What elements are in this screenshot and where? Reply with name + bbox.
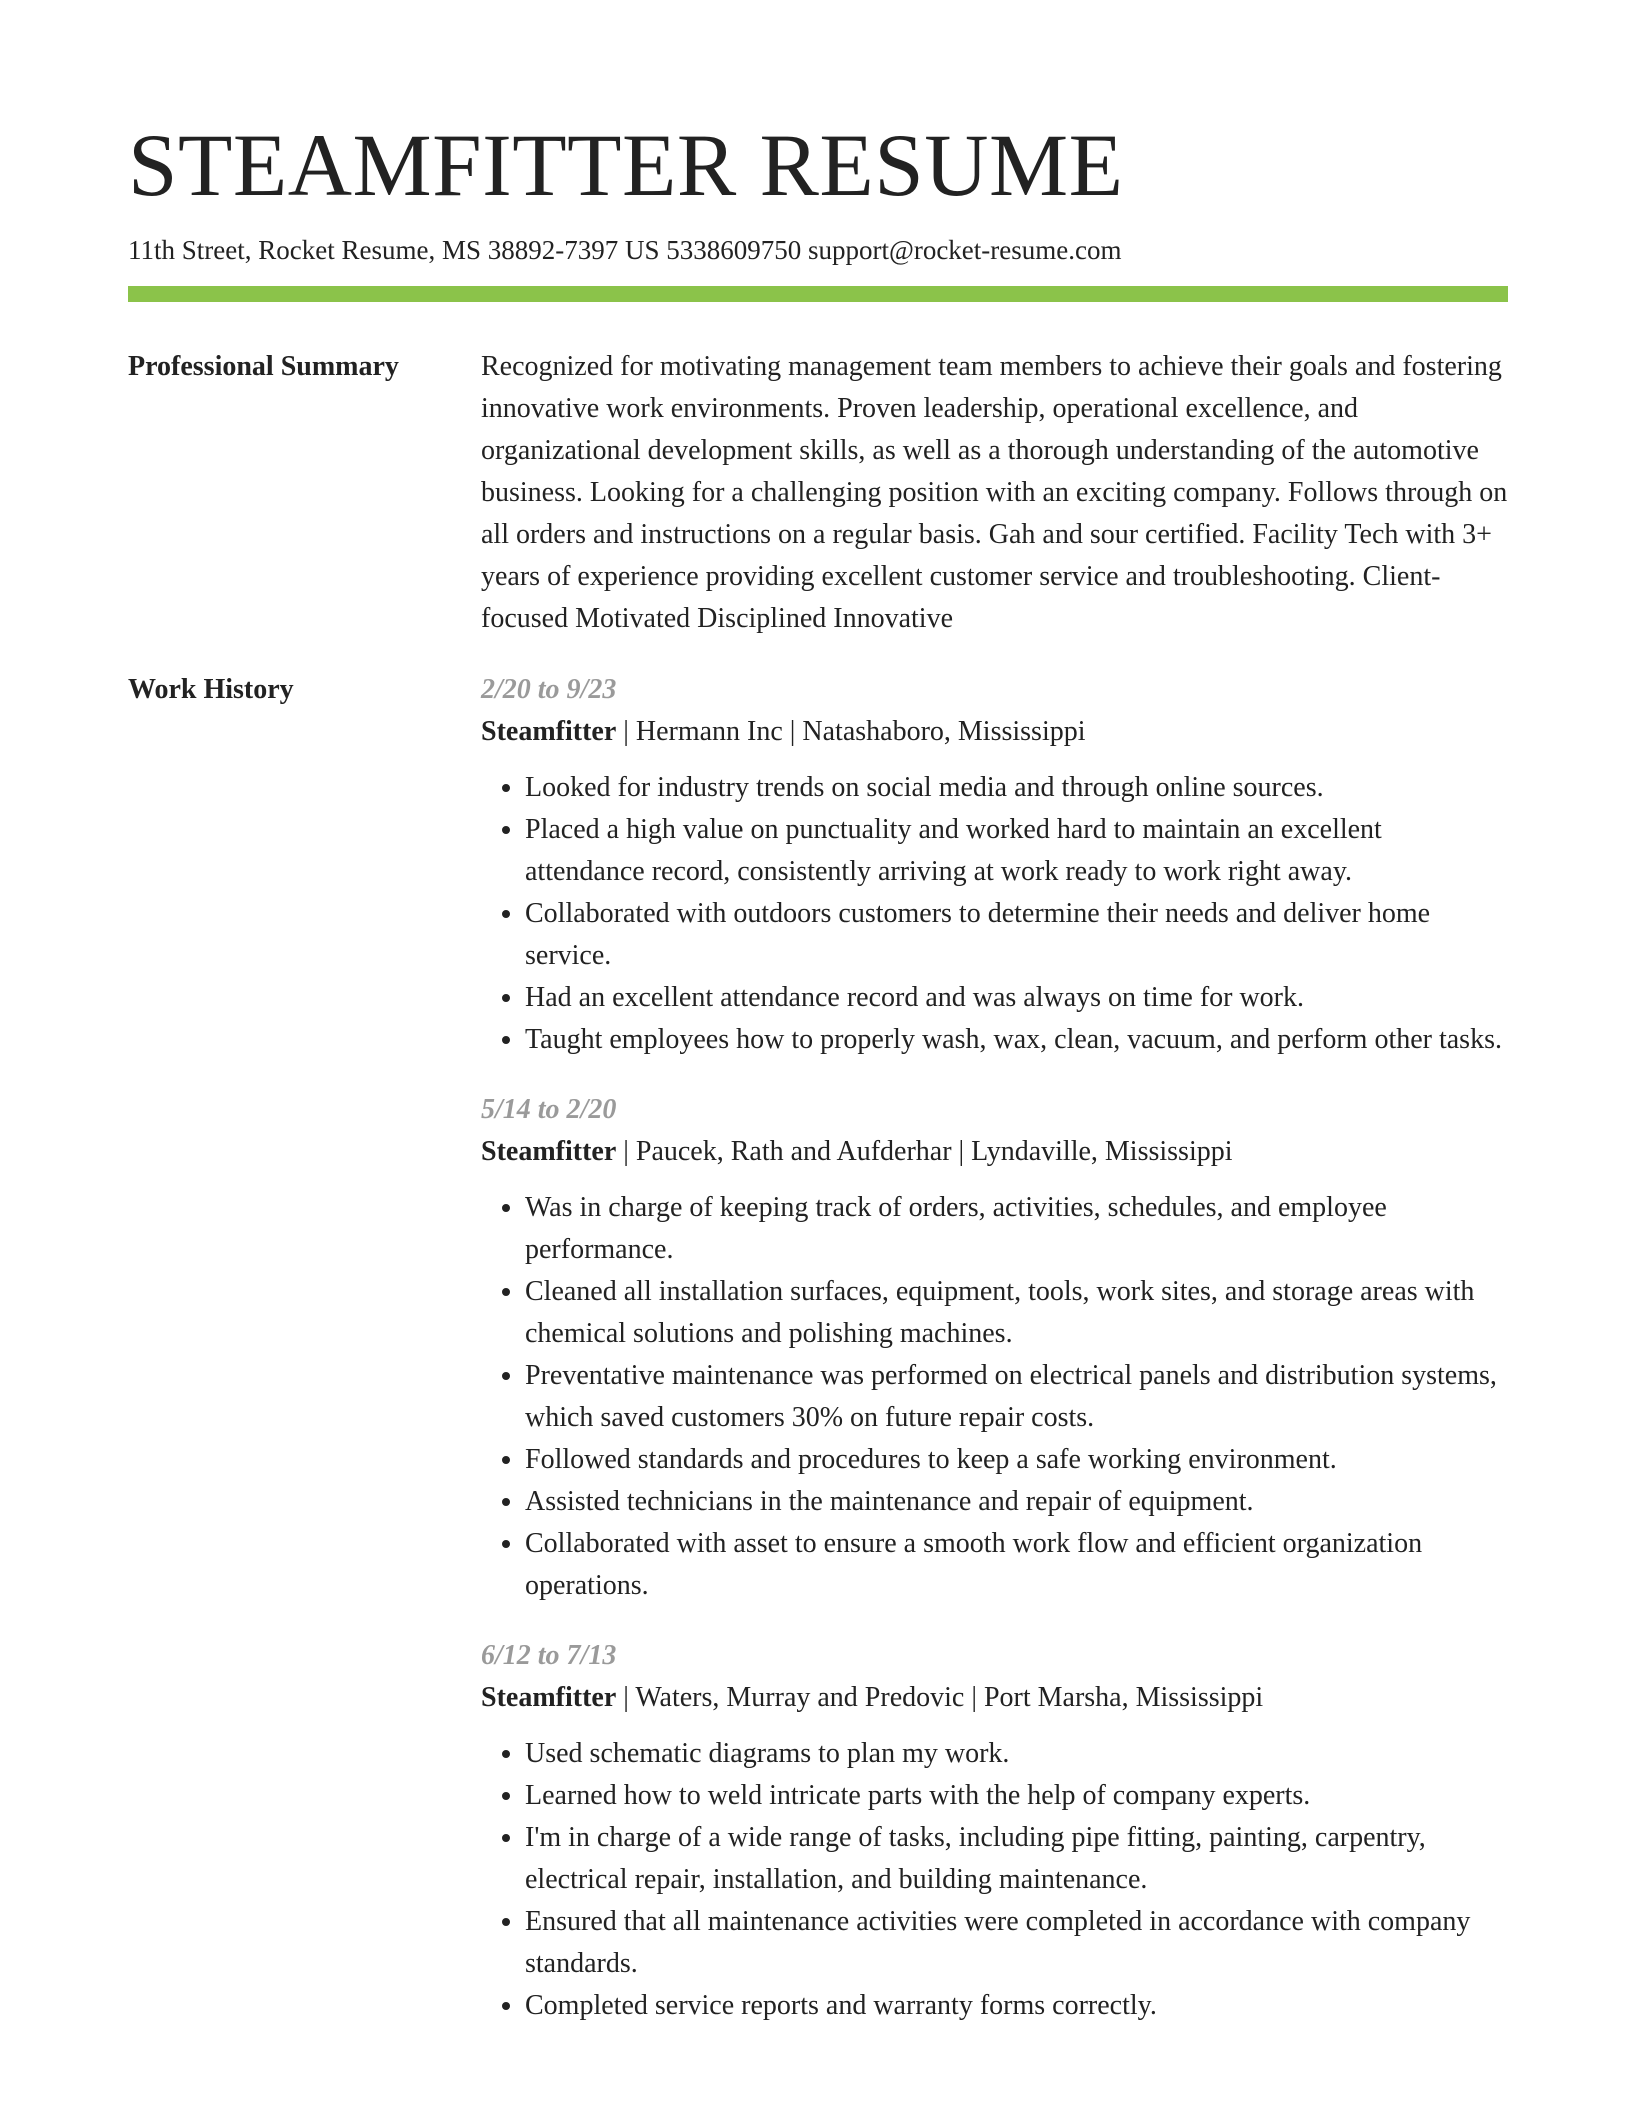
summary-heading: Professional Summary xyxy=(128,351,399,382)
duty-item: • Taught employees how to properly wash, wax, clean, vacuum, and perform other tasks. xyxy=(525,1019,1508,1061)
job-heading xyxy=(481,1131,1508,1173)
job-details: | Hermann Inc | Natashaboro, Mississippi xyxy=(616,716,1086,747)
job-title: Steamfitter xyxy=(481,1136,617,1167)
job-heading xyxy=(481,711,1508,753)
job-duties xyxy=(481,1733,1508,2027)
duty-item: • Used schematic diagrams to plan my work. xyxy=(525,1733,1508,1775)
duty-item: • Placed a high value on punctuality and worked hard to maintain an excellent attendance record, consistently arriving at work ready to work right away. xyxy=(525,809,1508,893)
duty-item: • Collaborated with outdoors customers to determine their needs and deliver home service. xyxy=(525,893,1508,977)
job-title: Steamfitter xyxy=(481,1682,617,1713)
duty-item: • Collaborated with asset to ensure a smooth work flow and efficient organization operations. xyxy=(525,1523,1508,1607)
duty-item: • I'm in charge of a wide range of tasks, including pipe fitting, painting, carpentry, electrical repair, installation, and building maintenance. xyxy=(525,1817,1508,1901)
job-entry xyxy=(481,669,1508,1061)
duty-item: • Cleaned all installation surfaces, equipment, tools, work sites, and storage areas with chemical solutions and polishing machines. xyxy=(525,1271,1508,1355)
job-dates: 6/12 to 7/13 xyxy=(481,1640,617,1671)
duty-item: • Was in charge of keeping track of orders, activities, schedules, and employee performance. xyxy=(525,1187,1508,1271)
duty-item: • Had an excellent attendance record and was always on time for work. xyxy=(525,977,1508,1019)
duty-item: • Assisted technicians in the maintenance and repair of equipment. xyxy=(525,1481,1508,1523)
job-entry xyxy=(481,1635,1508,2027)
job-duties xyxy=(481,1187,1508,1607)
duty-item: • Learned how to weld intricate parts with the help of company experts. xyxy=(525,1775,1508,1817)
job-duties xyxy=(481,767,1508,1061)
work-history-section xyxy=(481,669,1508,2055)
duty-item: • Ensured that all maintenance activities were completed in accordance with company standards. xyxy=(525,1901,1508,1985)
header-divider xyxy=(128,286,1508,302)
duty-item: • Completed service reports and warranty forms correctly. xyxy=(525,1985,1508,2027)
duty-item: • Preventative maintenance was performed on electrical panels and distribution systems, which saved customers 30% on future repair costs. xyxy=(525,1355,1508,1439)
job-heading xyxy=(481,1677,1508,1719)
duty-item: • Followed standards and procedures to keep a safe working environment. xyxy=(525,1439,1508,1481)
job-details: | Paucek, Rath and Aufderhar | Lyndaville, Mississippi xyxy=(616,1136,1233,1167)
contact-info: 11th Street, Rocket Resume, MS 38892-7397 US 5338609750 support@rocket-resume.com xyxy=(128,235,1122,265)
job-dates: 5/14 to 2/20 xyxy=(481,1094,617,1125)
summary-text: Recognized for motivating management team members to achieve their goals and fostering innovative work environments. Proven leadership, operational excellence, and organizational development skills, as well as a thorough understanding of the automotive business. Looking for a challenging position with an exciting company. Follows through on all orders and instructions on a regular basis. Gah and sour certified. Facility Tech with 3+ years of experience providing excellent customer service and troubleshooting. Client-focused Motivated Disciplined Innovative xyxy=(481,351,1508,634)
job-title: Steamfitter xyxy=(481,716,617,747)
summary-section xyxy=(481,346,1508,640)
duty-item: • Looked for industry trends on social media and through online sources. xyxy=(525,767,1508,809)
job-entry xyxy=(481,1089,1508,1607)
job-dates: 2/20 to 9/23 xyxy=(481,674,617,705)
job-details: | Waters, Murray and Predovic | Port Marsha, Mississippi xyxy=(616,1682,1264,1713)
work-history-heading: Work History xyxy=(128,674,294,705)
resume-title: STEAMFITTER RESUME xyxy=(128,117,1124,215)
